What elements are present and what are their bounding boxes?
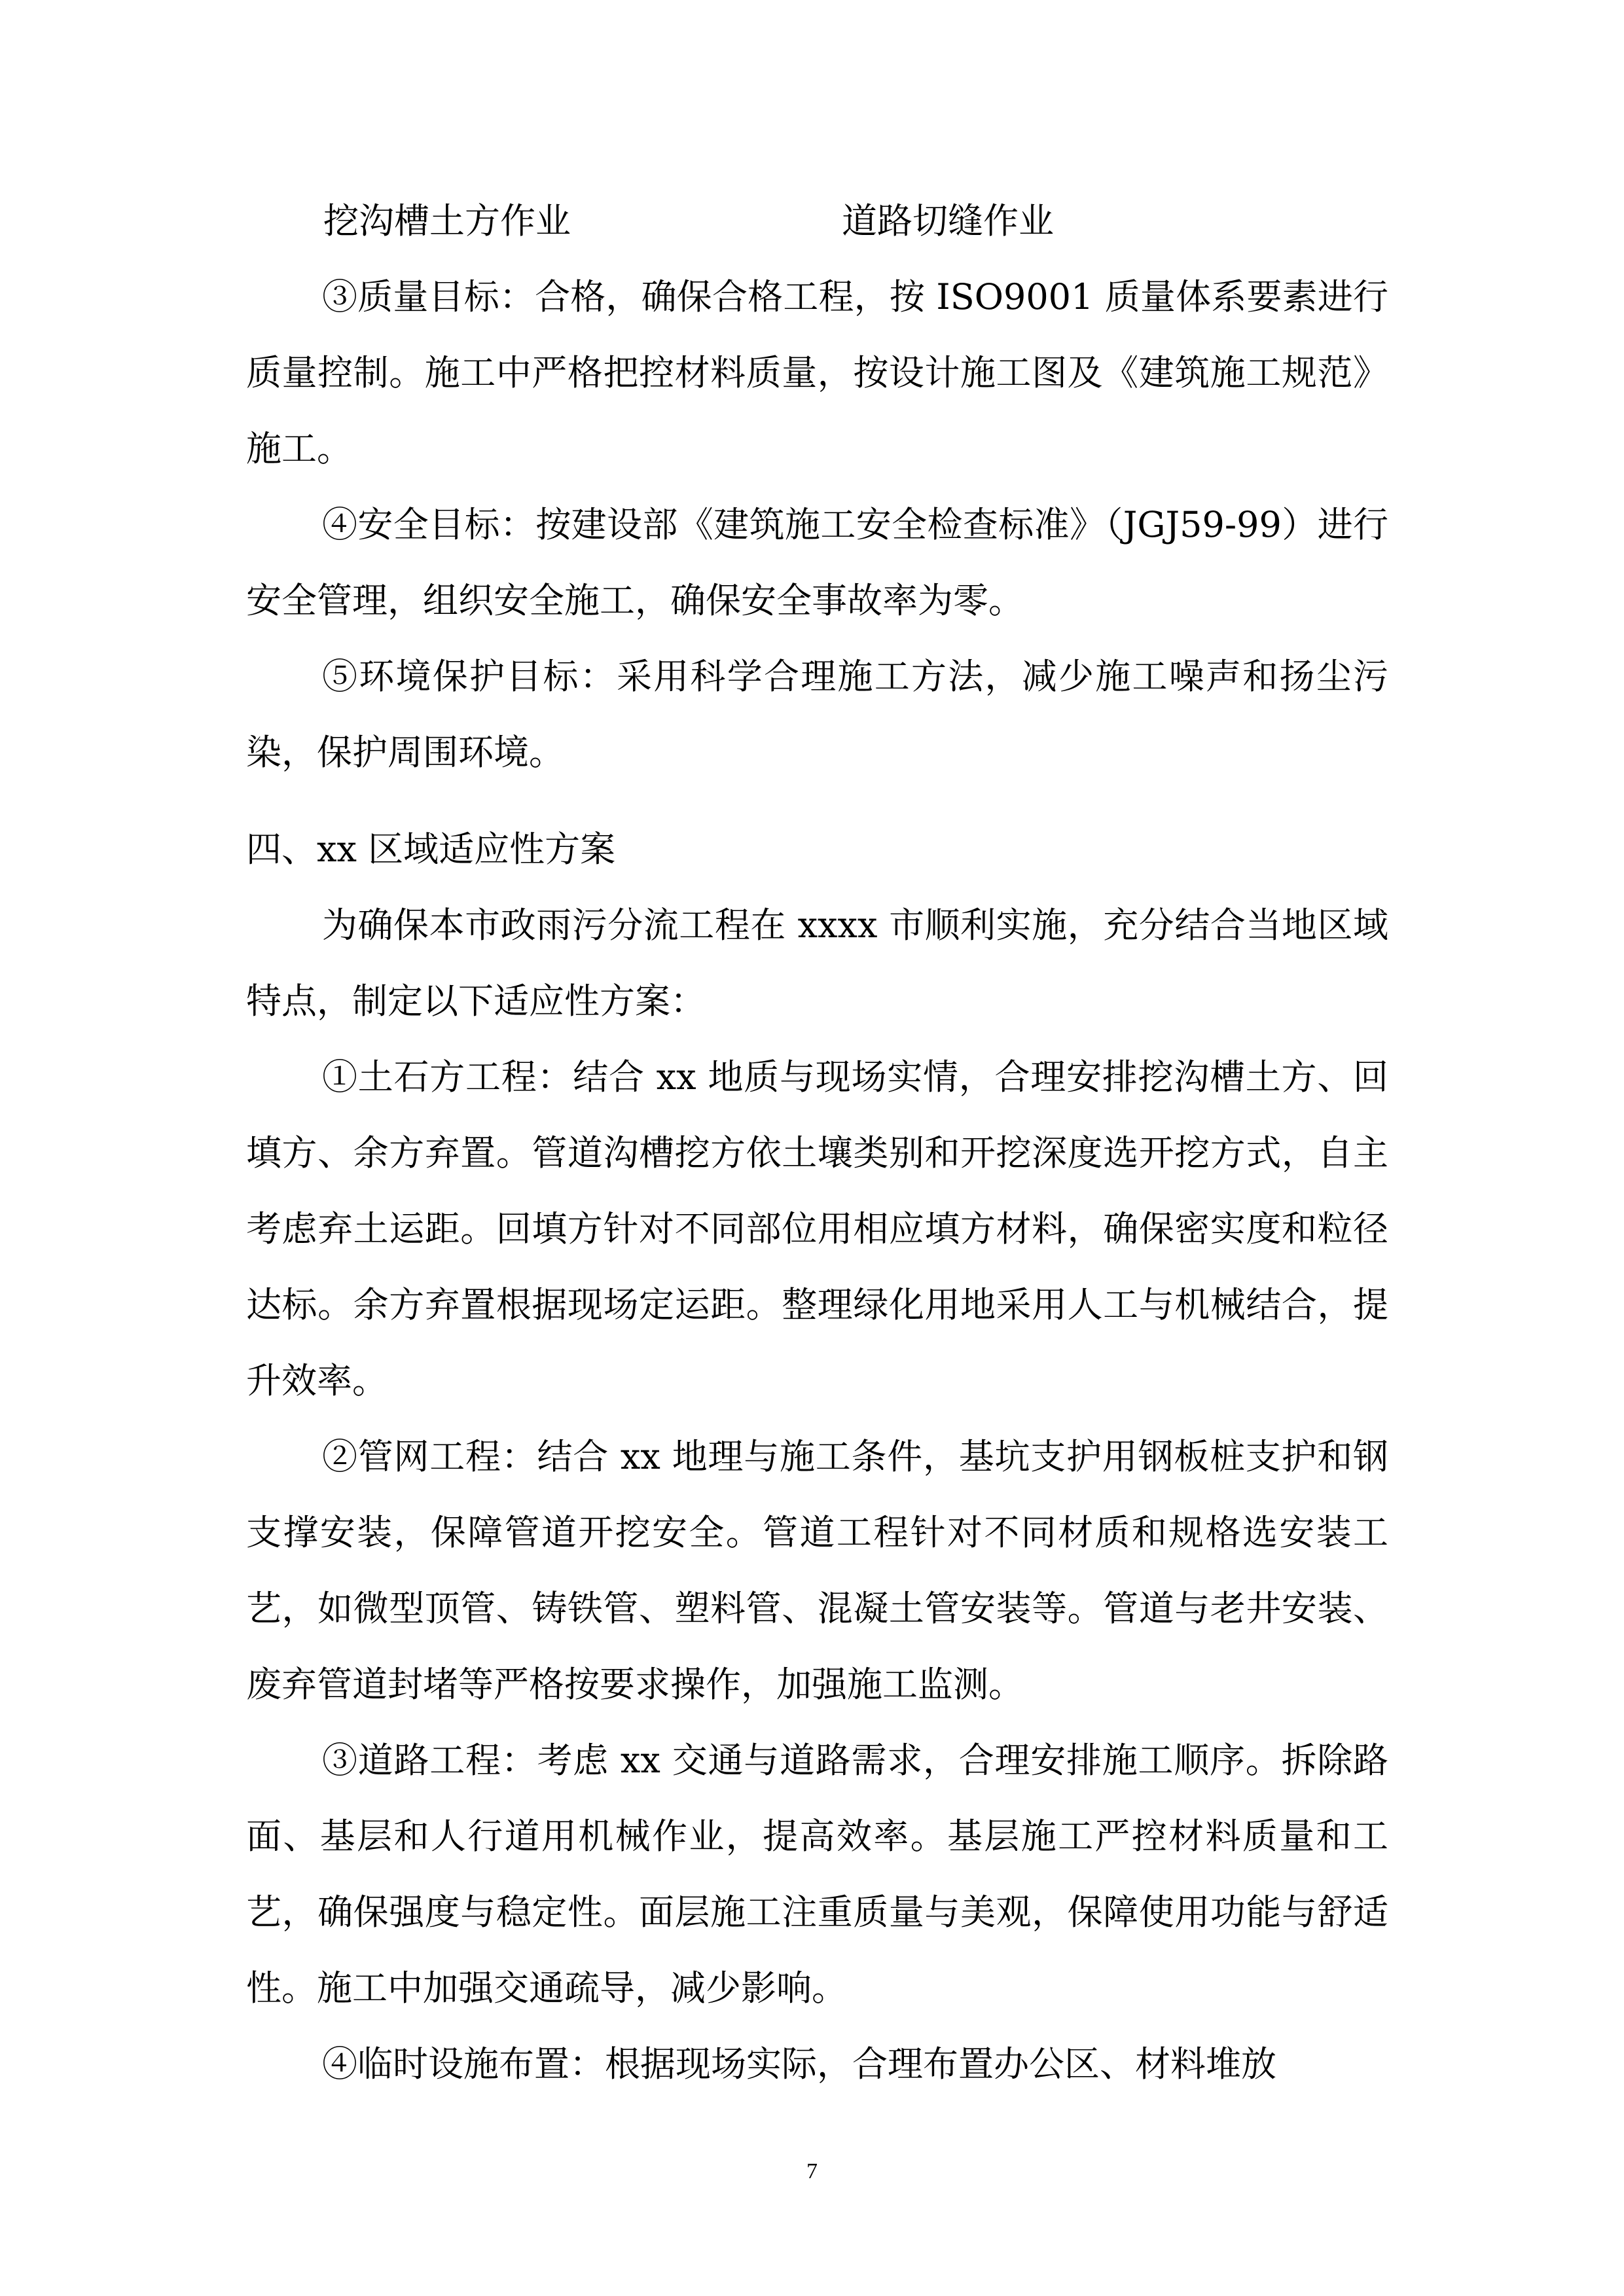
- earthwork-paragraph: ①土石方工程：结合 xx 地质与现场实情，合理安排挖沟槽土方、回填方、余方弃置。管道沟槽挖方依土壤类别和开挖深度选开挖方式，自主考虑弃土运距。回填方针对不同部位用相应填方材料，确保密实度和粒径达标。余方弃置根据现场定运距。整理绿化用地采用人工与机械结合，提升效率。: [246, 1056, 1388, 1401]
- section-intro-paragraph: 为确保本市政雨污分流工程在 xxxx 市顺利实施，充分结合当地区域特点，制定以下适应性方案：: [246, 905, 1388, 1022]
- caption-trench-excavation: 挖沟槽土方作业: [323, 200, 571, 242]
- caption-road-cutting: 道路切缝作业: [842, 200, 1054, 242]
- section-heading: 四、xx 区域适应性方案: [246, 829, 616, 870]
- environment-target-paragraph: ⑤环境保护目标：采用科学合理施工方法，减少施工噪声和扬尘污染，保护周围环境。: [246, 656, 1388, 773]
- road-works-paragraph: ③道路工程：考虑 xx 交通与道路需求，合理安排施工顺序。拆除路面、基层和人行道用机械作业，提高效率。基层施工严控材料质量和工艺，确保强度与稳定性。面层施工注重质量与美观，保障使用功能与舒适性。施工中加强交通疏导，减少影响。: [246, 1740, 1388, 2009]
- page-number: 7: [806, 2159, 818, 2183]
- photo-caption-row: [246, 183, 1388, 259]
- temporary-facilities-paragraph: ④临时设施布置：根据现场实际，合理布置办公区、材料堆放: [322, 2043, 1276, 2085]
- pipe-network-paragraph: ②管网工程：结合 xx 地理与施工条件，基坑支护用钢板桩支护和钢支撑安装，保障管道开挖安全。管道工程针对不同材质和规格选安装工艺，如微型顶管、铸铁管、塑料管、混凝土管安装等。管道与老井安装、废弃管道封堵等严格按要求操作，加强施工监测。: [246, 1436, 1388, 1705]
- quality-target-paragraph: ③质量目标：合格，确保合格工程，按 ISO9001 质量体系要素进行质量控制。施工中严格把控材料质量，按设计施工图及《建筑施工规范》施工。: [246, 276, 1388, 469]
- safety-target-paragraph: ④安全目标：按建设部《建筑施工安全检查标准》（JGJ59-99）进行安全管理，组织安全施工，确保安全事故率为零。: [246, 504, 1388, 621]
- page-content: [246, 183, 1388, 2102]
